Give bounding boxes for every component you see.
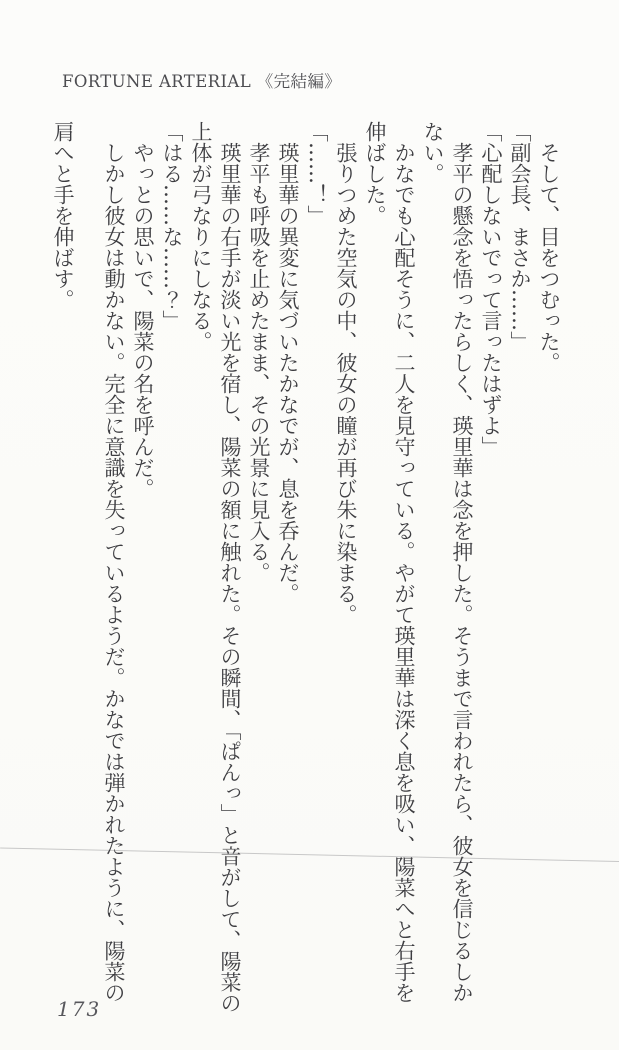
book-title: FORTUNE ARTERIAL 《完結編》 — [62, 72, 342, 91]
text-line: 孝平の懸念を悟ったらしく、瑛里華は念を押した。そうまで言われたら、彼女を信じるしか — [450, 142, 474, 1003]
text-line: 伸ばした。 — [363, 121, 387, 226]
text-line: 「はる……な……？」 — [160, 121, 184, 331]
text-line: やっとの思いで、陽菜の名を呼んだ。 — [131, 142, 155, 499]
text-line: 瑛里華の右手が淡い光を宿し、陽菜の額に触れた。その瞬間、「ぱんっ」と音がして、陽菜の — [218, 142, 242, 1014]
text-line: 「……！」 — [305, 121, 329, 226]
body-text — [48, 121, 563, 1047]
page-number: 173 — [57, 997, 102, 1021]
text-line: 上体が弓なりにしなる。 — [189, 121, 213, 352]
running-header — [62, 68, 341, 92]
text-line: 肩へと手を伸ばす。 — [51, 121, 75, 310]
text-line: 「副会長、まさか……」 — [508, 121, 532, 352]
text-line: かなでも心配そうに、二人を見守っている。やがて瑛里華は深く息を吸い、陽菜へと右手を — [392, 142, 416, 1003]
text-line: 孝平も呼吸を止めたまま、その光景に見入る。 — [247, 142, 271, 583]
text-line: 瑛里華の異変に気づいたかなでが、息を呑んだ。 — [276, 142, 300, 604]
text-line: ない。 — [421, 121, 445, 184]
text-line: 「心配しないでって言ったはずよ」 — [479, 121, 503, 457]
text-line: 張りつめた空気の中、彼女の瞳が再び朱に染まる。 — [334, 142, 358, 625]
text-line: そして、目をつむった。 — [537, 142, 561, 373]
text-line: しかし彼女は動かない。完全に意識を失っているようだ。かなでは弾かれたように、陽菜の — [102, 142, 126, 1003]
